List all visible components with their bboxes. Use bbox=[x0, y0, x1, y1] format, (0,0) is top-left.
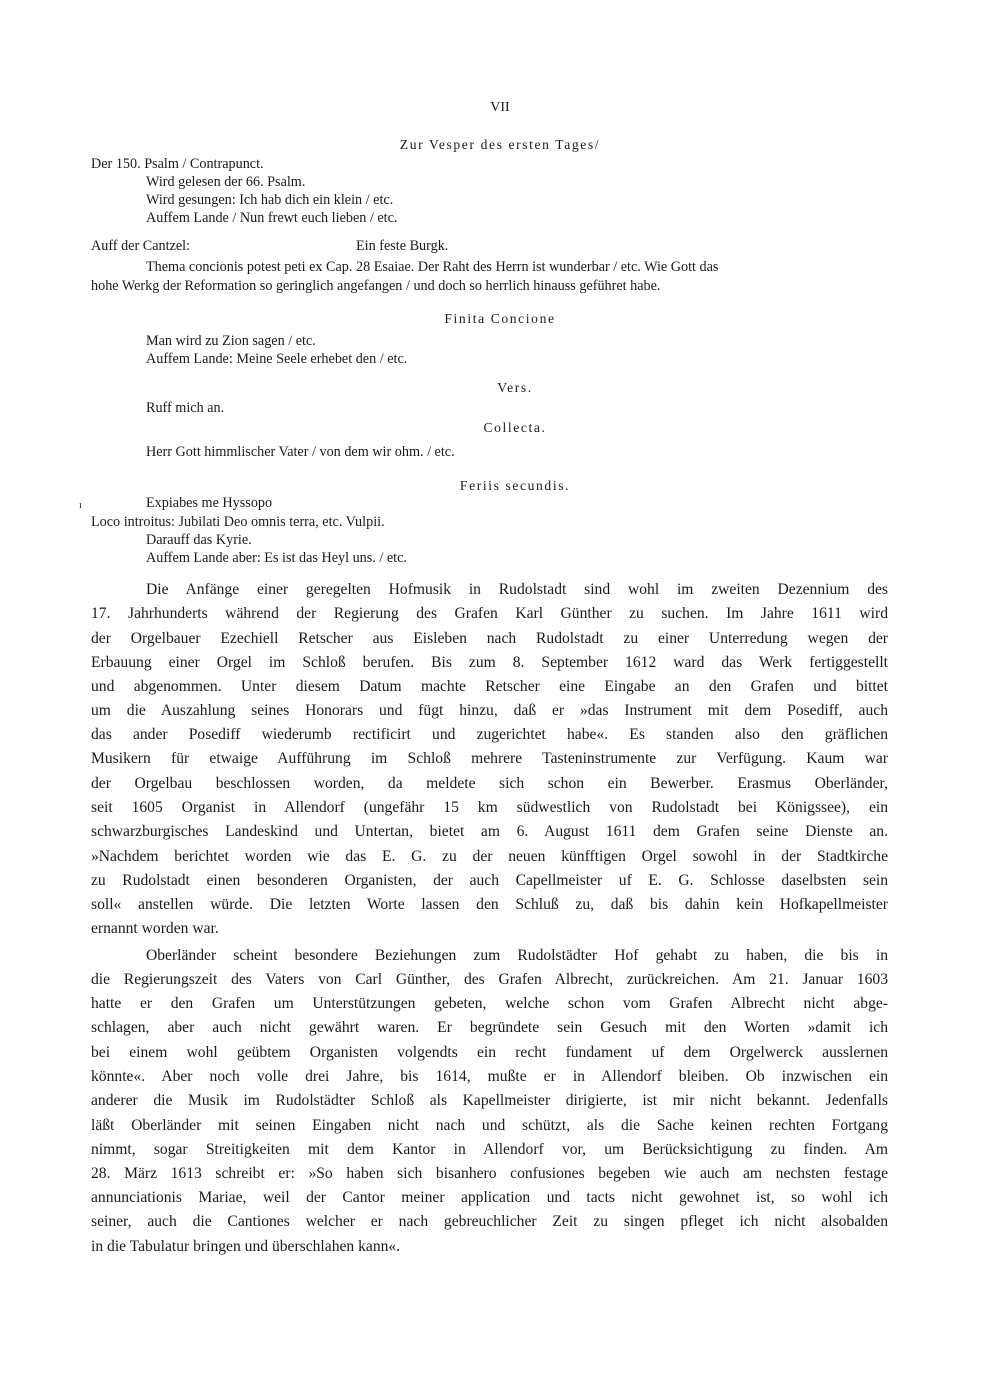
paragraph-line: Die Anfänge einer geregelten Hofmusik in Rudolstadt sind wohl im zweiten Dezennium des bbox=[146, 581, 888, 598]
paragraph-line: nimmt, sogar Streitigkeiten mit dem Kantor in Allendorf vor, um Berücksichtigung zu finden. Am bbox=[91, 1141, 888, 1158]
liturgy-line: Expiabes me Hyssopo bbox=[146, 495, 273, 511]
liturgy-line: Auffem Lande aber: Es ist das Heyl uns. / etc. bbox=[146, 550, 407, 566]
paragraph-line: und abgenommen. Unter diesem Datum machte Retscher eine Eingabe an den Grafen und bittet bbox=[91, 678, 888, 695]
paragraph-line: zu Rudolstadt einen besonderen Organisten, der auch Capellmeister uf E. G. Schlosse daselbsten sein bbox=[91, 872, 888, 889]
liturgy-line: Herr Gott himmlischer Vater / von dem wir ohm. / etc. bbox=[146, 444, 455, 460]
liturgy-line: Auffem Lande / Nun frewt euch lieben / etc. bbox=[146, 210, 398, 226]
liturgy-line: Darauff das Kyrie. bbox=[146, 532, 252, 548]
paragraph-line: hatte er den Grafen um Unterstützungen gebeten, welche schon vom Grafen Albrecht nicht abge- bbox=[91, 995, 888, 1012]
paragraph-line: bei einem wohl geübtem Organisten volgendts ein recht fundament uf dem Orgelwerck ausslernen bbox=[91, 1044, 888, 1061]
paragraph-line: die Regierungszeit des Vaters von Carl Günther, des Grafen Albrecht, zurückreichen. Am 21. Januar 1603 bbox=[91, 971, 888, 988]
paragraph-line: Oberländer scheint besondere Beziehungen zum Rudolstädter Hof gehabt zu haben, die bis in bbox=[146, 947, 888, 964]
liturgy-line: Auffem Lande: Meine Seele erhebet den / etc. bbox=[146, 351, 408, 367]
cantzel-value: Ein feste Burgk. bbox=[356, 238, 449, 254]
paragraph-line: der Orgelbau beschlossen worden, da meldete sich schon ein Bewerber. Erasmus Oberländer, bbox=[91, 775, 888, 792]
paragraph-line: Musikern für etwaige Aufführung im Schloß mehrere Tasteninstrumente zur Verfügung. Kaum war bbox=[91, 750, 888, 767]
heading-collecta: Collecta. bbox=[483, 420, 547, 435]
paragraph-line: seit 1605 Organist in Allendorf (ungefähr 15 km südwestlich von Rudolstadt bei Königssee), ein bbox=[91, 799, 888, 816]
paragraph-line: um die Auszahlung seines Honorars und fügt hinzu, daß er »das Instrument mit dem Posediff, auch bbox=[91, 702, 888, 719]
paragraph-line: das ander Posediff wiederumb rectificirt und zugerichtet habe«. Es standen also den gräflichen bbox=[91, 726, 888, 743]
paragraph-line: ernannt worden war. bbox=[91, 920, 219, 937]
heading-vesper: Zur Vesper des ersten Tages/ bbox=[399, 137, 601, 152]
liturgy-line: Wird gesungen: Ich hab dich ein klein / etc. bbox=[146, 192, 394, 208]
liturgy-line: Man wird zu Zion sagen / etc. bbox=[146, 333, 316, 349]
liturgy-line: Ruff mich an. bbox=[146, 400, 225, 416]
paragraph-line: in die Tabulatur bringen und überschlahen kann«. bbox=[91, 1238, 401, 1255]
cantzel-label: Auff der Cantzel: bbox=[91, 238, 191, 254]
paragraph-line: soll« anstellen würde. Die letzten Worte lassen den Schluß zu, daß bis dahin kein Hofkapellmeister bbox=[91, 896, 888, 913]
paragraph-line: »Nachdem berichtet worden wie das E. G. zu der neuen künfftigen Orgel sowohl in der Stadtkirche bbox=[91, 848, 888, 865]
liturgy-line: Loco introitus: Jubilati Deo omnis terra, etc. Vulpii. bbox=[91, 514, 385, 530]
paragraph-line: könnte«. Aber noch volle drei Jahre, bis 1614, mußte er in Allendorf bleiben. Ob inzwischen ein bbox=[91, 1068, 888, 1085]
heading-feriis: Feriis secundis. bbox=[459, 478, 571, 493]
paragraph-line: 17. Jahrhunderts während der Regierung des Grafen Karl Günther zu suchen. Im Jahre 1611 wird bbox=[91, 605, 888, 622]
heading-finita: Finita Concione bbox=[444, 311, 556, 326]
paragraph-line: Erbauung einer Orgel im Schloß berufen. Bis zum 8. September 1612 ward das Werk fertiggestellt bbox=[91, 654, 888, 671]
heading-vers: Vers. bbox=[497, 380, 533, 395]
margin-mark: ı bbox=[79, 500, 82, 511]
liturgy-line: Der 150. Psalm / Contrapunct. bbox=[91, 156, 264, 172]
thema-line: Thema concionis potest peti ex Cap. 28 Esaiae. Der Raht des Herrn ist wunderbar / etc. Wie Gott das bbox=[146, 259, 719, 275]
thema-line: hohe Werkg der Reformation so geringlich angefangen / und doch so herrlich hinauss geführet habe. bbox=[91, 278, 661, 294]
paragraph-line: schwarzburgisches Landeskind und Untertan, bietet am 6. August 1611 dem Grafen seine Dienste an. bbox=[91, 823, 888, 840]
paragraph-line: seiner, auch die Cantiones welcher er nach gebreuchlicher Zeit zu singen pfleget ich nicht alsobalden bbox=[91, 1213, 888, 1230]
paragraph-line: schlagen, aber auch nicht gewährt waren. Er begründete sein Gesuch mit den Worten »damit ich bbox=[91, 1019, 888, 1036]
paragraph-line: der Orgelbauer Ezechiell Retscher aus Eisleben nach Rudolstadt zu einer Unterredung wegen der bbox=[91, 630, 888, 647]
paragraph-line: 28. März 1613 schreibt er: »So haben sich bisanhero confusiones begeben wie auch am nechsten festage bbox=[91, 1165, 888, 1182]
paragraph-line: läßt Oberländer mit seinen Eingaben nicht nach und schützt, als die Sache keinen rechten Fortgang bbox=[91, 1117, 888, 1134]
liturgy-line: Wird gelesen der 66. Psalm. bbox=[146, 174, 306, 190]
paragraph-line: annunciationis Mariae, weil der Cantor meiner application und tacts nicht gewohnet ist, so wohl ich bbox=[91, 1189, 888, 1206]
paragraph-line: anderer die Musik im Rudolstädter Schloß als Kapellmeister dirigierte, ist mir nicht bekannt. Jedenfalls bbox=[91, 1092, 888, 1109]
page-number: VII bbox=[490, 100, 510, 115]
